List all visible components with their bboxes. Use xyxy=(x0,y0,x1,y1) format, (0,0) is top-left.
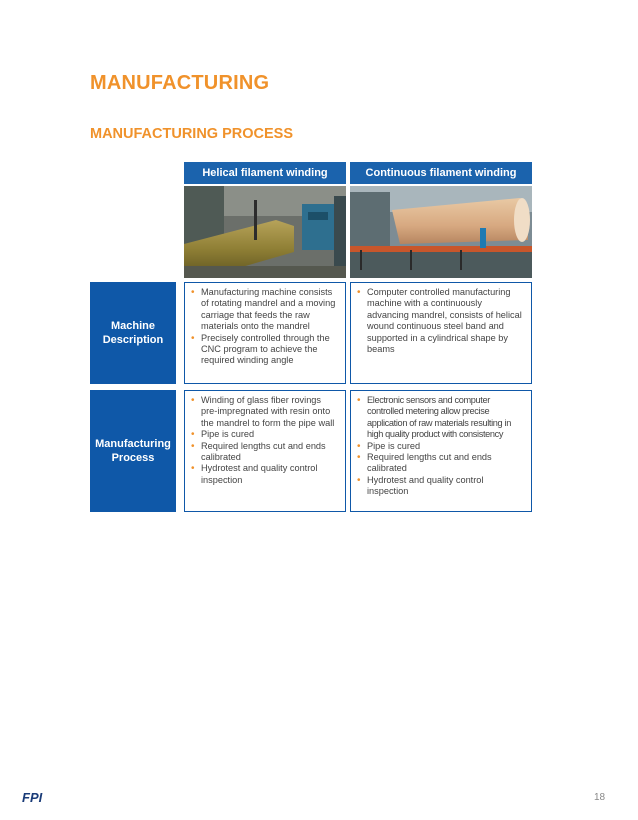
bullet-item: • Computer controlled manufacturing machine with a continuously advancing mandrel, consists of helical wound continuous steel band and supported in a cylindrical shape by beams xyxy=(357,287,525,355)
fpi-logo: FPI xyxy=(22,790,43,805)
bullet-item: • Pipe is cured xyxy=(191,429,339,440)
bullet-item: • Pipe is cured xyxy=(357,441,525,452)
row-header-line: Description xyxy=(102,334,164,346)
section-title: MANUFACTURING xyxy=(90,72,270,94)
bullet-item: • Manufacturing machine consists of rotating mandrel and a moving carriage that feeds the raw materials onto the mandrel xyxy=(191,287,339,333)
subsection-title: MANUFACTURING PROCESS xyxy=(90,126,294,142)
bullet-item: • Precisely controlled through the CNC program to achieve the required winding angle xyxy=(191,333,339,367)
row-header-machine-description xyxy=(90,282,176,384)
bullet-item: • Winding of glass fiber rovings pre-impregnated with resin onto the mandrel to form the pipe wall xyxy=(191,395,339,429)
row-header-line: Machine xyxy=(110,319,155,332)
bullet-item: • Electronic sensors and computer controlled metering allow precise application of raw materials resulting in high quality product with consistency xyxy=(357,395,525,441)
column-header-continuous: Continuous filament winding xyxy=(350,162,532,184)
bullet-item: • Hydrotest and quality control inspection xyxy=(191,463,339,486)
bullet-item: • Required lengths cut and ends calibrated xyxy=(357,452,525,475)
cell-process-continuous xyxy=(350,390,532,512)
row-header-manufacturing-process xyxy=(90,390,176,512)
column-header-helical: Helical filament winding xyxy=(184,162,346,184)
cell-process-helical xyxy=(184,390,346,512)
row-header-line: Manufacturing xyxy=(95,437,171,450)
helical-winding-photo xyxy=(184,186,346,278)
bullet-item: • Required lengths cut and ends calibrated xyxy=(191,441,339,464)
row-header-line: Process xyxy=(111,452,155,464)
cell-machine-helical xyxy=(184,282,346,384)
page-number: 18 xyxy=(594,792,606,803)
continuous-winding-photo xyxy=(350,186,532,278)
bullet-item: • Hydrotest and quality control inspection xyxy=(357,475,525,498)
cell-machine-continuous xyxy=(350,282,532,384)
